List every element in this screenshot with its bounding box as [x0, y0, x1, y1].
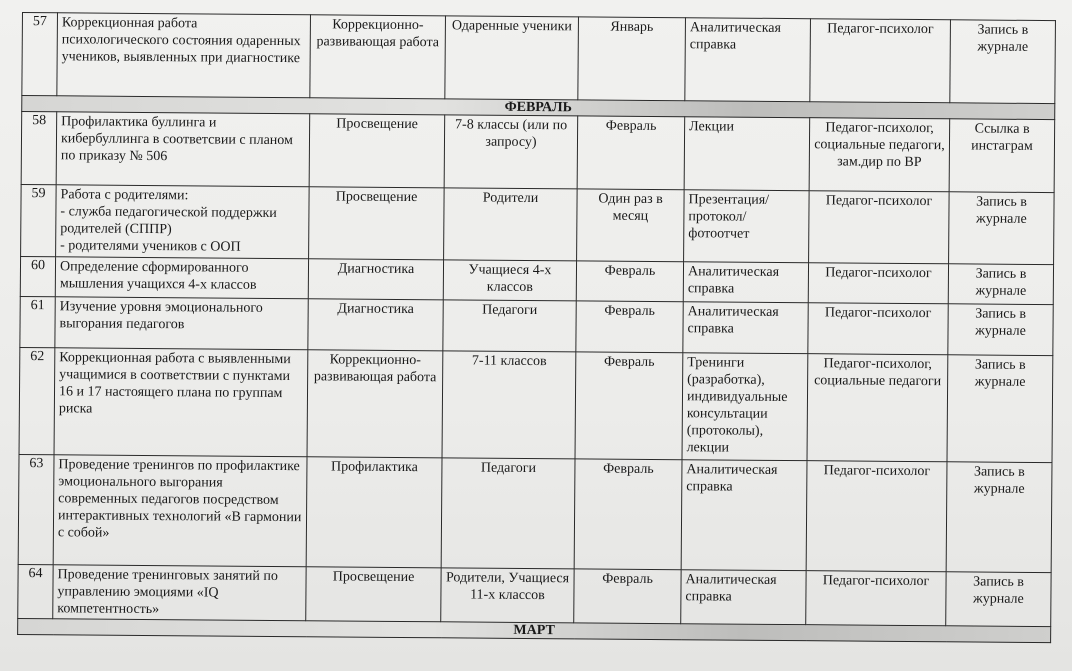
report-location-cell: Запись в журнале — [948, 264, 1053, 305]
period-cell: Февраль — [576, 261, 683, 302]
audience-cell: Педагоги — [443, 300, 576, 352]
period-cell: Один раз в месяц — [577, 189, 685, 262]
table-row — [22, 13, 1056, 104]
table-row — [21, 184, 1055, 264]
table-row — [19, 347, 1053, 462]
period-cell: Февраль — [576, 301, 683, 353]
month-heading: МАРТ — [18, 618, 1051, 642]
work-type-cell: Просвещение — [309, 114, 445, 188]
report-form-cell: Аналитическая справка — [683, 262, 808, 303]
audience-cell: Педагоги — [441, 458, 575, 569]
report-location-cell: Запись в журнале — [949, 192, 1055, 265]
period-cell: Январь — [578, 17, 686, 101]
row-number-cell: 63 — [18, 454, 54, 564]
activity-name-cell: Коррекционная работа с выявленными учащимися в соответствии с пунктами 16 и 17 настоящего плана по группам риска — [54, 348, 308, 457]
activity-name-cell: Определение сформированного мышления учащихся 4-х классов — [55, 257, 308, 299]
activity-name-cell: Профилактика буллинга и кибербуллинга в соответсвии с планом по приказу № 506 — [56, 112, 310, 187]
row-number-cell: 57 — [22, 13, 58, 96]
report-location-cell: Запись в журнале — [946, 572, 1051, 627]
period-cell: Февраль — [574, 569, 681, 624]
activity-name-cell: Коррекционная работа психологического состояния одаренных учеников, выявленных при диагностике — [57, 13, 311, 98]
report-location-cell: Ссылка в инстаграм — [949, 119, 1055, 193]
responsible-cell: Педагог-психолог — [809, 191, 950, 264]
row-number-cell: 62 — [19, 347, 55, 454]
report-form-cell: Презентация/ протокол/ фотоотчет — [684, 190, 810, 263]
table-row — [21, 112, 1055, 193]
audience-cell: 7-11 классов — [442, 351, 576, 459]
activity-name-cell: Проведение тренингов по профилактике эмоционального выгорания современных педагогов посредством интерактивных технологий «В гармонии с собой» — [53, 455, 307, 567]
responsible-cell: Педагог-психолог — [808, 263, 948, 304]
work-type-cell: Просвещение — [306, 567, 441, 622]
report-form-cell: Аналитическая справка — [683, 302, 808, 354]
responsible-cell: Педагог-психолог, социальные педагоги — [807, 354, 948, 462]
plan-table — [17, 12, 1056, 643]
report-location-cell: Запись в журнале — [946, 462, 1052, 573]
responsible-cell: Педагог-психолог — [806, 461, 947, 572]
activity-name-cell: Проведение тренинговых занятий по управлению эмоциями «IQ компетентность» — [53, 565, 306, 621]
report-form-cell: Аналитическая справка — [681, 460, 807, 571]
report-location-cell: Запись в журнале — [950, 20, 1056, 104]
audience-cell: Одаренные ученики — [445, 16, 579, 100]
row-number-cell: 61 — [20, 296, 55, 347]
period-cell: Февраль — [575, 352, 683, 460]
month-heading: ФЕВРАЛЬ — [22, 96, 1055, 120]
work-type-cell: Просвещение — [309, 187, 445, 260]
audience-cell: 7-8 классы (или по запросу) — [444, 115, 578, 189]
work-type-cell: Коррекционно-развивающая работа — [307, 350, 443, 458]
report-form-cell: Аналитическая справка — [681, 570, 806, 625]
row-number-cell: 60 — [20, 256, 55, 296]
responsible-cell: Педагог-психолог, социальные педагоги, зам.дир по ВР — [809, 118, 950, 192]
work-type-cell: Диагностика — [308, 299, 443, 351]
audience-cell: Родители, Учащиеся 11-х классов — [441, 568, 574, 623]
work-type-cell: Коррекционно-развивающая работа — [310, 15, 446, 99]
report-location-cell: Запись в журнале — [947, 355, 1053, 463]
work-type-cell: Профилактика — [306, 457, 442, 568]
row-number-cell: 58 — [21, 112, 57, 185]
table-row — [20, 296, 1053, 355]
row-number-cell: 64 — [18, 564, 53, 618]
audience-cell: Родители — [444, 188, 578, 261]
table-row — [18, 564, 1051, 626]
activity-name-cell: Работа с родителями: - служба педагогической поддержки родителей (СППР) - родителями учеников с ООП — [56, 185, 310, 259]
work-type-cell: Диагностика — [308, 259, 443, 300]
report-form-cell: Аналитическая справка — [685, 18, 811, 102]
responsible-cell: Педагог-психолог — [810, 19, 951, 103]
responsible-cell: Педагог-психолог — [808, 303, 948, 355]
row-number-cell: 59 — [21, 184, 57, 256]
responsible-cell: Педагог-психолог — [806, 571, 946, 626]
report-form-cell: Тренинги (разработка), индивидуальные консультации (протоколы), лекции — [682, 353, 808, 461]
report-form-cell: Лекции — [684, 117, 810, 191]
audience-cell: Учащиеся 4-х классов — [443, 260, 576, 301]
report-location-cell: Запись в журнале — [948, 304, 1053, 356]
period-cell: Февраль — [574, 459, 682, 570]
period-cell: Февраль — [577, 116, 685, 190]
table-row — [18, 454, 1052, 572]
activity-name-cell: Изучение уровня эмоционального выгорания педагогов — [55, 297, 308, 350]
